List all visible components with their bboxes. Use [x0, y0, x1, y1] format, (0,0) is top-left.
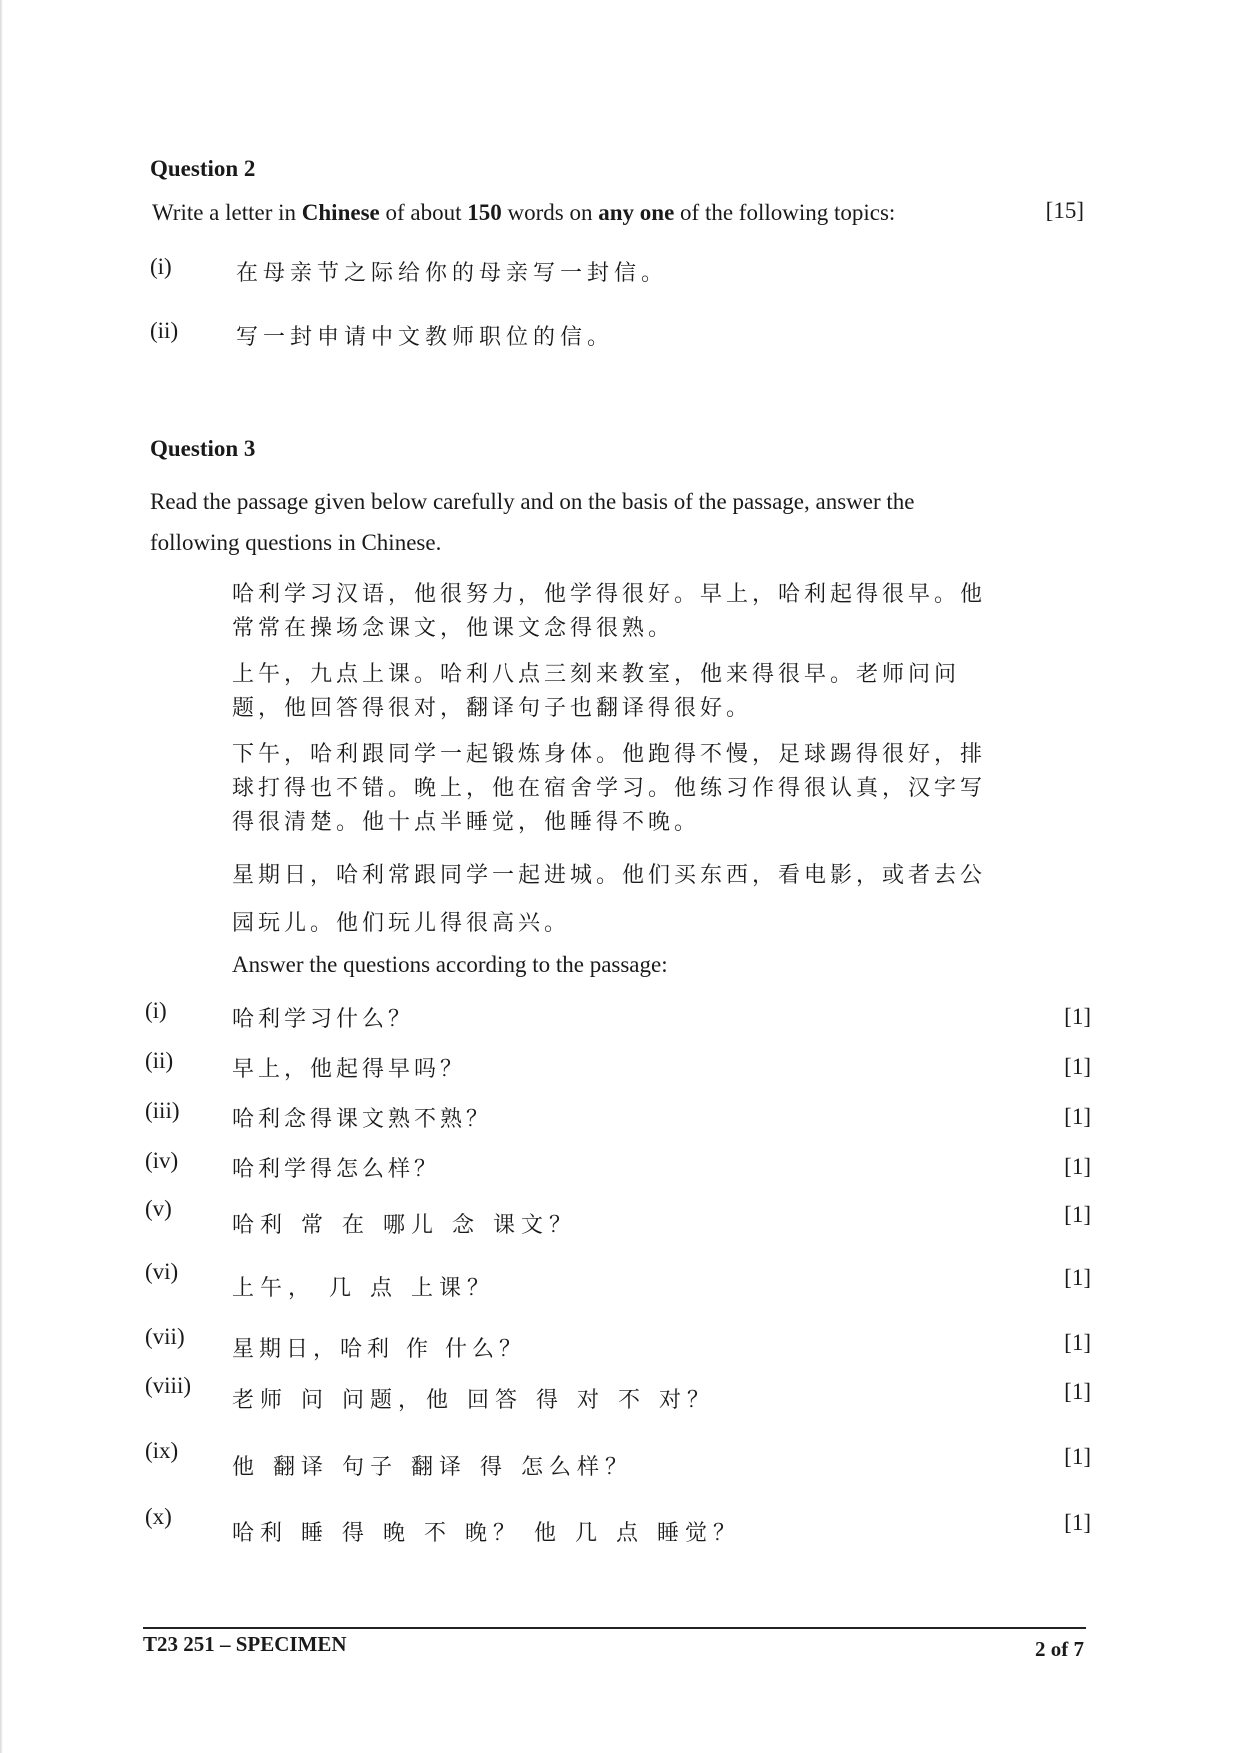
- passage-paragraph: 星期日，哈利常跟同学一起进城。他们买东西，看电影，或者去公园玩儿。他们玩儿得很高兴。: [232, 863, 987, 936]
- question-text: 早上，他起得早吗？: [232, 1057, 467, 1082]
- question-item: [145, 1259, 1091, 1301]
- question-number: (i): [145, 998, 167, 1023]
- question-number: (vii): [145, 1324, 185, 1349]
- paper-code: T23 251 – SPECIMEN: [143, 1632, 347, 1656]
- instruction-part: of about: [379, 200, 468, 225]
- question-item: [145, 1324, 1091, 1362]
- question-text: 哈利学得怎么样？: [232, 1157, 441, 1182]
- question-number: (iii): [145, 1098, 180, 1123]
- question-item: [145, 998, 1091, 1032]
- question-item: [145, 1373, 1091, 1413]
- footer-divider: [143, 1627, 1086, 1629]
- instruction-part: words on: [501, 200, 599, 225]
- question-2-instruction: [152, 200, 895, 226]
- question-item: [145, 1438, 1091, 1480]
- question-marks: [1]: [1064, 1104, 1091, 1129]
- answer-instruction: Answer the questions according to the passage:: [232, 952, 668, 977]
- question-2-marks: [15]: [1045, 198, 1084, 223]
- question-number: (viii): [145, 1373, 191, 1398]
- question-text: 哈利念得课文熟不熟？: [232, 1107, 493, 1132]
- instruction-emphasis: Chinese: [301, 200, 380, 225]
- instruction-line: Read the passage given below carefully and on the basis of the passage, answer the: [150, 489, 915, 514]
- question-item: [145, 1098, 1091, 1132]
- question-number: (vi): [145, 1259, 179, 1284]
- question-marks: [1]: [1064, 1054, 1091, 1079]
- instruction-emphasis: any one: [598, 200, 675, 225]
- question-3-title: Question 3: [150, 436, 256, 461]
- question-text: 他 翻译 句子 翻译 得 怎么样？: [232, 1455, 633, 1480]
- question-marks: [1]: [1064, 1004, 1091, 1029]
- question-marks: [1]: [1064, 1202, 1091, 1227]
- question-number: (iv): [145, 1148, 179, 1173]
- question-text: 哈利 睡 得 晚 不 晚？ 他 几 点 睡觉？: [232, 1521, 741, 1546]
- question-marks: [1]: [1064, 1510, 1091, 1535]
- topic-text: 在母亲节之际给你的母亲写一封信。: [236, 261, 669, 286]
- question-item: [145, 1148, 1091, 1182]
- question-item: [145, 1196, 1091, 1238]
- question-number: (x): [145, 1504, 172, 1529]
- question-text: 上午， 几 点 上课？: [232, 1276, 495, 1301]
- question-marks: [1]: [1064, 1154, 1091, 1179]
- question-3-instruction: [150, 481, 1050, 563]
- question-marks: [1]: [1064, 1444, 1091, 1469]
- question-text: 老师 问 问题，他 回答 得 对 不 对？: [232, 1388, 715, 1413]
- question-marks: [1]: [1064, 1265, 1091, 1290]
- question-number: (v): [145, 1196, 172, 1221]
- question-2-title: Question 2: [150, 156, 256, 181]
- page-number: 2 of 7: [1035, 1637, 1084, 1661]
- question-marks: [1]: [1064, 1330, 1091, 1355]
- question-number: (ii): [145, 1048, 174, 1073]
- topic-number: (i): [150, 254, 172, 279]
- question-number: (ix): [145, 1438, 179, 1463]
- topic-text: 写一封申请中文教师职位的信。: [236, 325, 615, 350]
- question-text: 星期日，哈利 作 什么？: [232, 1337, 526, 1362]
- reading-passage: [232, 578, 992, 960]
- question-text: 哈利学习什么？: [232, 1007, 415, 1032]
- question-item: [145, 1048, 1091, 1082]
- question-item: [145, 1504, 1091, 1546]
- question-text: 哈利 常 在 哪儿 念 课文？: [232, 1213, 577, 1238]
- passage-paragraph: 上午，九点上课。哈利八点三刻来教室，他来得很早。老师问问题，他回答得很对，翻译句子也翻译得很好。: [232, 662, 961, 721]
- question-marks: [1]: [1064, 1379, 1091, 1404]
- instruction-emphasis: 150: [467, 200, 502, 225]
- passage-paragraph: 下午，哈利跟同学一起锻炼身体。他跑得不慢，足球踢得很好，排球打得也不错。晚上，他在宿舍学习。他练习作得很认真，汉字写得很清楚。他十点半睡觉，他睡得不晚。: [232, 742, 987, 835]
- topic-number: (ii): [150, 318, 179, 343]
- instruction-line: following questions in Chinese.: [150, 530, 442, 555]
- instruction-part: of the following topics:: [674, 200, 896, 225]
- passage-paragraph: 哈利学习汉语，他很努力，他学得很好。早上，哈利起得很早。他常常在操场念课文，他课文念得很熟。: [232, 582, 987, 641]
- instruction-part: Write a letter in: [152, 200, 302, 225]
